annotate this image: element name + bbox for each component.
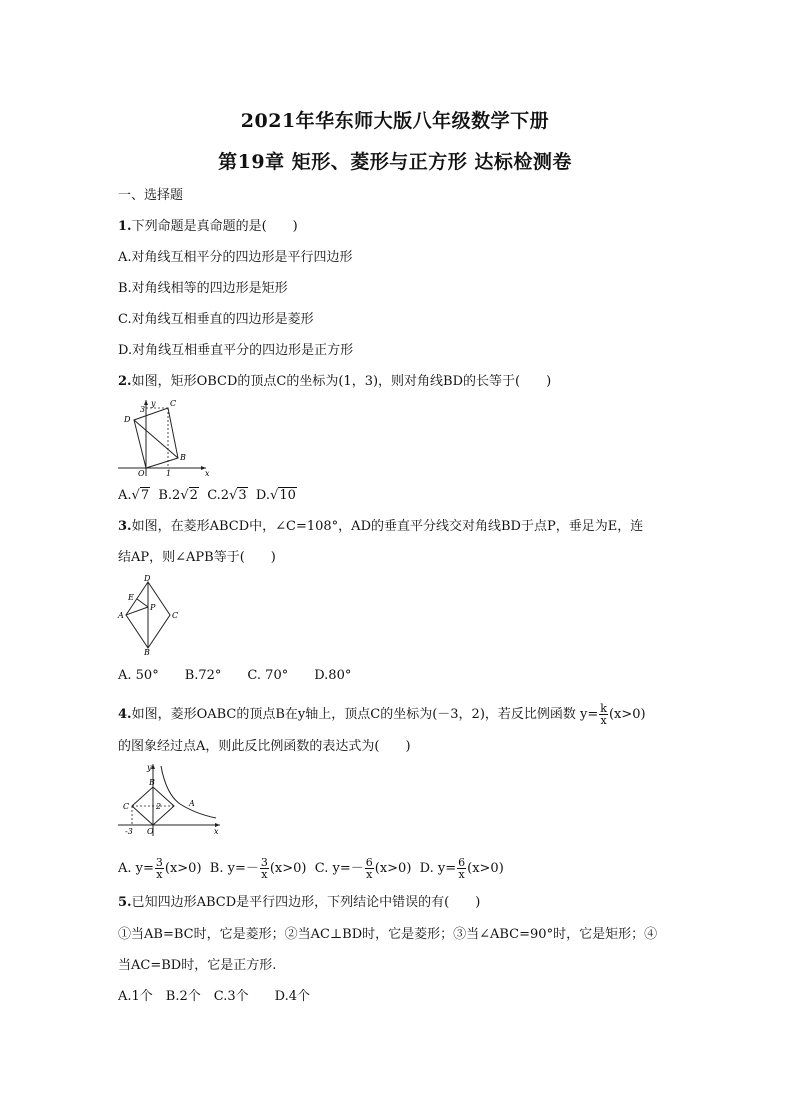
q2-text: 如图，矩形OBCD的顶点C的坐标为(1，3)，则对角线BD的长等于( )	[131, 374, 552, 389]
q4-fraction-denominator: x	[600, 714, 607, 727]
q2-label-x: x	[205, 469, 210, 478]
q5-statements-line2: 当AC=BD时，它是正方形.	[118, 958, 277, 973]
q4-option-a-denominator: x	[156, 868, 163, 881]
q2-option-d-prefix: D.	[255, 488, 271, 503]
q2-option-b-prefix: B.2	[158, 488, 181, 503]
q5-statements-line1: ①当AB=BC时，它是菱形；②当AC⊥BD时，它是菱形；③当∠ABC=90°时，它是矩形；④	[118, 927, 658, 942]
q2-stem	[118, 373, 551, 391]
section-label: 一、选择题	[118, 188, 184, 203]
q2-rectangle-OBCD	[134, 408, 178, 468]
q2-number: 2.	[118, 374, 132, 389]
q1-text: 下列命题是真命题的是( )	[131, 219, 298, 234]
q4-option-b-prefix: B. y=－	[209, 861, 259, 876]
q4-option-d-condition: (x>0)	[467, 861, 504, 876]
q1-option-b: B.对角线相等的四边形是矩形	[118, 281, 288, 296]
q4-option-c-denominator: x	[366, 868, 373, 881]
q2-label-B: B	[180, 453, 186, 462]
q4-label-B: B	[149, 778, 155, 787]
q4-label-y: y	[147, 763, 152, 772]
q4-label-O: O	[147, 827, 154, 836]
q3-text: 如图，在菱形ABCD中，∠C=108°，AD的垂直平分线交对角线BD于点P，垂足为E，连	[131, 519, 644, 534]
q1-number: 1.	[118, 219, 132, 234]
q4-option-d-prefix: D. y=	[419, 861, 457, 876]
q2-options	[118, 487, 297, 505]
q2-label-y: y	[151, 399, 156, 408]
q2-option-b-radicand: 2	[189, 488, 198, 503]
q4-label-x: x	[214, 827, 219, 836]
q2-label-O: O	[138, 469, 145, 478]
q4-fraction-numerator: k	[600, 702, 607, 715]
q3-perp-bisector	[137, 599, 148, 607]
q4-option-a-prefix: A. y=	[118, 861, 154, 876]
q3-label-A: A	[118, 611, 124, 620]
document-subtitle: 第19章 矩形、菱形与正方形 达标检测卷	[218, 151, 572, 173]
q5-options: A.1个 B.2个 C.3个 D.4个	[118, 989, 310, 1004]
q2-option-a-prefix: A.	[118, 488, 132, 503]
q2-option-c-prefix: C.2	[207, 488, 230, 503]
q2-label-D: D	[124, 415, 131, 424]
q2-option-a-radicand: 7	[140, 488, 150, 503]
q3-label-E: E	[128, 593, 134, 602]
q4-label-A: A	[189, 799, 195, 808]
q3-figure	[116, 574, 184, 656]
q4-option-b-numerator: 3	[260, 856, 268, 869]
q4-text-condition: (x>0)	[608, 707, 646, 722]
q4-option-c-fraction	[365, 857, 374, 880]
document-title: 2021年华东师大版八年级数学下册	[240, 110, 550, 132]
q5-text: 已知四边形ABCD是平行四边形，下列结论中错误的有( )	[131, 895, 481, 910]
q2-option-d: D.√10	[255, 488, 296, 503]
q1-stem	[118, 218, 298, 236]
q4-option-c-numerator: 6	[365, 856, 373, 869]
q4-option-b	[209, 856, 307, 881]
q4-label-C: C	[123, 802, 130, 811]
q4-option-b-denominator: x	[261, 868, 268, 881]
q1-option-d: D.对角线互相垂直平分的四边形是正方形	[118, 343, 354, 358]
q2-label-C: C	[170, 399, 177, 408]
q2-option-c: C.2√3	[207, 488, 247, 503]
q4-option-c	[314, 856, 412, 881]
q2-option-c-radicand: 3	[238, 488, 247, 503]
q4-option-b-condition: (x>0)	[269, 861, 307, 876]
q5-stem	[118, 894, 480, 912]
q4-option-d-fraction	[457, 857, 466, 880]
q2-option-a: A.√7	[118, 488, 150, 503]
q3-segment-AP	[126, 607, 148, 615]
q4-text: 如图，菱形OABC的顶点B在y轴上，顶点C的坐标为(－3，2)，若反比例函数 y=	[131, 707, 599, 722]
q4-option-a-numerator: 3	[155, 856, 163, 869]
q4-label-minus3: -3	[125, 827, 133, 836]
q1-option-c: C.对角线互相垂直的四边形是菱形	[118, 312, 314, 327]
q2-option-b: B.2√2	[158, 488, 198, 503]
q4-number: 4.	[118, 707, 132, 722]
q4-option-d-numerator: 6	[458, 856, 466, 869]
q4-stem-line2: 的图象经过点A，则此反比例函数的表达式为( )	[118, 739, 411, 754]
q4-stem	[118, 703, 646, 726]
q4-option-d-denominator: x	[458, 868, 465, 881]
q3-label-D: D	[144, 574, 151, 583]
q3-number: 3.	[118, 519, 132, 534]
q4-label-2: 2	[156, 802, 162, 811]
q4-figure	[116, 762, 224, 838]
q4-option-d	[419, 856, 504, 881]
q3-stem	[118, 518, 643, 536]
q2-label-3: 3	[140, 405, 146, 414]
q4-options	[118, 857, 504, 880]
q2-figure	[116, 396, 212, 478]
q4-option-a	[118, 856, 202, 881]
q3-stem-line2: 结AP，则∠APB等于( )	[118, 550, 276, 565]
q4-y-arrow	[151, 764, 155, 769]
q3-label-B: B	[144, 648, 150, 656]
q5-number: 5.	[118, 895, 132, 910]
q3-label-C: C	[172, 611, 179, 620]
q4-option-b-fraction	[260, 857, 269, 880]
q4-option-a-condition: (x>0)	[164, 861, 202, 876]
q4-option-a-fraction	[155, 857, 164, 880]
q4-fraction	[599, 703, 608, 726]
q3-label-P: P	[150, 603, 156, 612]
q2-label-1: 1	[166, 469, 172, 478]
q2-option-d-radicand: 10	[279, 488, 296, 503]
q3-options: A. 50° B.72° C. 70° D.80°	[118, 668, 352, 683]
q4-option-c-prefix: C. y=－	[314, 861, 364, 876]
q1-option-a: A.对角线互相平分的四边形是平行四边形	[118, 250, 353, 265]
q4-option-c-condition: (x>0)	[374, 861, 412, 876]
